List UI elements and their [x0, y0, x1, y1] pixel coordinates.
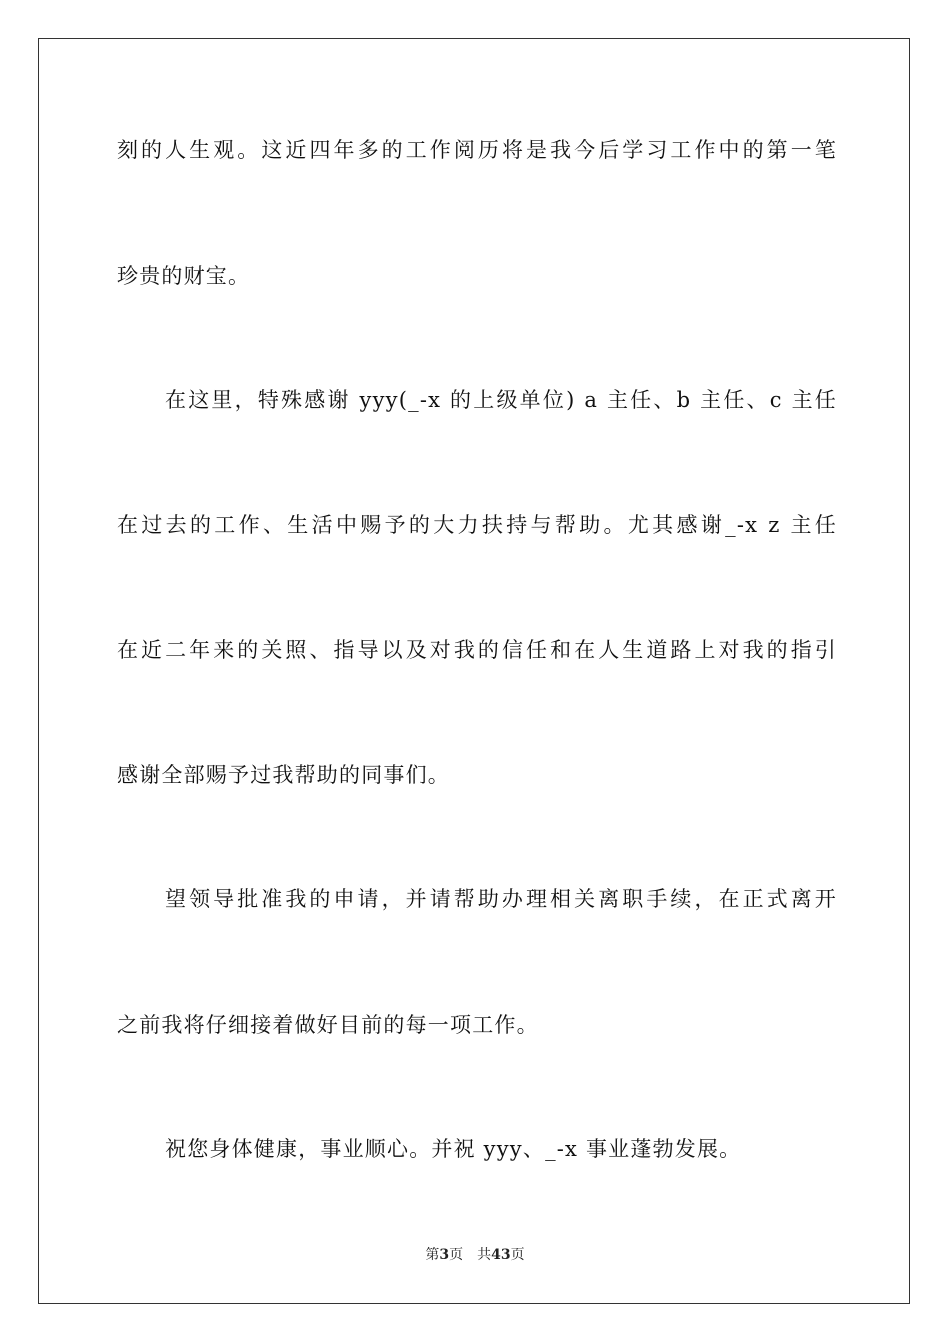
footer-total-suffix: 页 [510, 1247, 525, 1263]
paragraph-2-line-4: 感谢全部赐予过我帮助的同事们。 [117, 763, 450, 787]
paragraph-3-line-2: 之前我将仔细接着做好目前的每一项工作。 [117, 1013, 539, 1037]
page-footer [0, 1246, 950, 1264]
paragraph-4-line-1: 祝您身体健康，事业顺心。并祝 yyy、_-x 事业蓬勃发展。 [165, 1137, 742, 1161]
paragraph-2-line-2: 在过去的工作、生活中赐予的大力扶持与帮助。尤其感谢_-x z 主任 [117, 513, 837, 537]
footer-page-suffix: 页 [449, 1247, 464, 1263]
paragraph-2-line-1: 在这里，特殊感谢 yyy(_-x 的上级单位) a 主任、b 主任、c 主任 [165, 388, 837, 412]
page-border [38, 38, 910, 1304]
paragraph-3-line-1: 望领导批准我的申请，并请帮助办理相关离职手续，在正式离开 [165, 887, 837, 911]
footer-page-number: 3 [439, 1247, 450, 1263]
footer-page-prefix: 第 [425, 1247, 440, 1263]
paragraph-1-line-2: 珍贵的财宝。 [117, 264, 251, 288]
paragraph-2-line-3: 在近二年来的关照、指导以及对我的信任和在人生道路上对我的指引 [117, 638, 837, 662]
footer-total-prefix: 共 [477, 1247, 492, 1263]
paragraph-1-line-1: 刻的人生观。这近四年多的工作阅历将是我今后学习工作中的第一笔 [117, 138, 837, 162]
footer-total-pages: 43 [491, 1247, 511, 1263]
